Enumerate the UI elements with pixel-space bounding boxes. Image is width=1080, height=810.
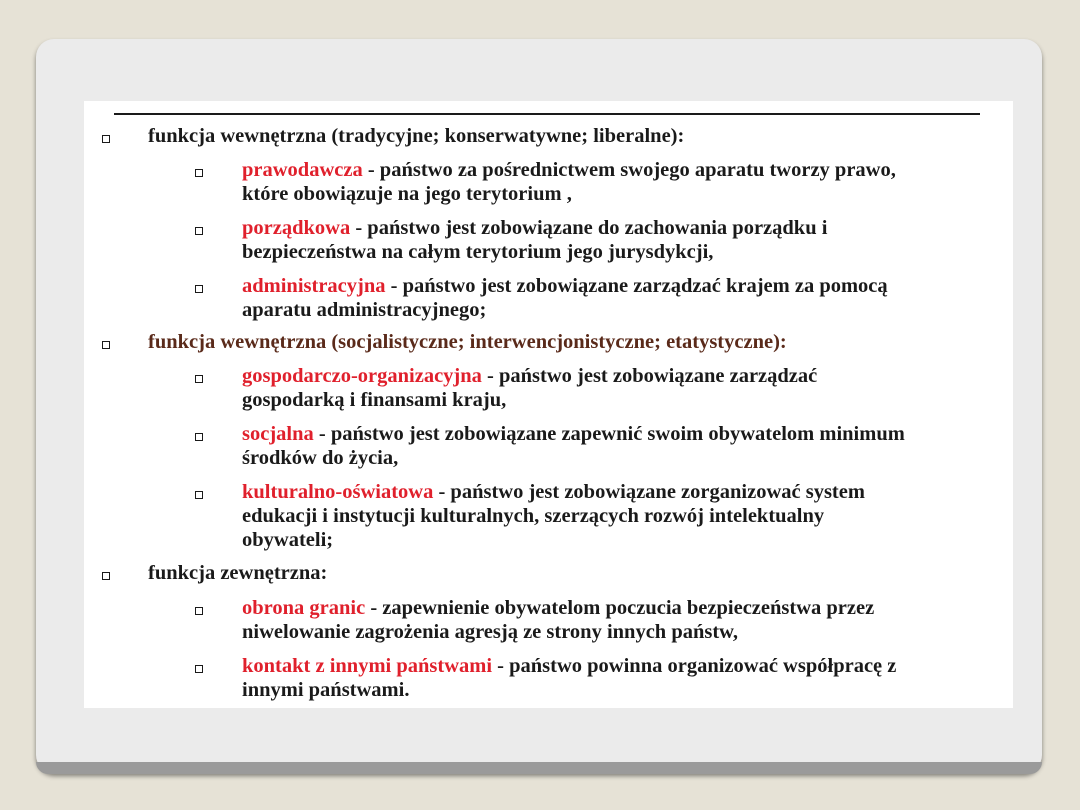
description-cont: innymi państwami. — [242, 679, 410, 701]
description-cont: aparatu administracyjnego; — [242, 299, 487, 321]
list-item — [242, 480, 865, 505]
term: kontakt z innymi państwami — [242, 655, 493, 677]
description: - państwo za pośrednictwem swojego aparatu tworzy prawo, — [362, 159, 896, 181]
description-cont: obywateli; — [242, 529, 334, 551]
bullet-square-icon — [195, 169, 203, 177]
list-item — [242, 274, 888, 299]
description-cont: bezpieczeństwa na całym terytorium jego jurysdykcji, — [242, 241, 714, 263]
description: - zapewnienie obywatelom poczucia bezpieczeństwa przez — [365, 597, 875, 619]
description-cont: środków do życia, — [242, 447, 399, 469]
bullet-square-icon — [195, 491, 203, 499]
bullet-square-icon — [195, 285, 203, 293]
bullet-square-icon — [195, 665, 203, 673]
top-rule — [114, 113, 980, 115]
bullet-square-icon — [102, 135, 110, 143]
term: kulturalno-oświatowa — [242, 481, 434, 503]
description: - państwo jest zobowiązane zorganizować system — [433, 481, 865, 503]
description-cont: gospodarką i finansami kraju, — [242, 389, 507, 411]
description: - państwo jest zobowiązane zapewnić swoim obywatelom minimum — [313, 423, 905, 445]
term: socjalna — [242, 423, 314, 445]
description-cont: niwelowanie zagrożenia agresją ze strony innych państw, — [242, 621, 738, 643]
slide-shadow-base — [36, 762, 1042, 774]
bullet-square-icon — [102, 341, 110, 349]
bullet-square-icon — [195, 375, 203, 383]
list-item — [242, 422, 905, 447]
section-heading: funkcja wewnętrzna (socjalistyczne; interwencjonistyczne; etatystyczne): — [148, 331, 787, 353]
term: gospodarczo-organizacyjna — [242, 365, 482, 387]
list-item — [242, 364, 817, 389]
term: porządkowa — [242, 217, 351, 239]
term: prawodawcza — [242, 159, 363, 181]
list-item — [242, 654, 896, 679]
description-cont: edukacji i instytucji kulturalnych, szerzących rozwój intelektualny — [242, 505, 825, 527]
bullet-square-icon — [102, 572, 110, 580]
bullet-square-icon — [195, 607, 203, 615]
bullet-square-icon — [195, 227, 203, 235]
list-item — [242, 158, 896, 183]
term: obrona granic — [242, 597, 366, 619]
description: - państwo powinna organizować współpracę z — [492, 655, 897, 677]
description-cont: które obowiązuje na jego terytorium , — [242, 183, 572, 205]
bullet-square-icon — [195, 433, 203, 441]
description: - państwo jest zobowiązane do zachowania porządku i — [350, 217, 828, 239]
list-item — [242, 216, 827, 241]
description: - państwo jest zobowiązane zarządzać krajem za pomocą — [385, 275, 888, 297]
description: - państwo jest zobowiązane zarządzać — [481, 365, 818, 387]
list-item — [242, 596, 874, 621]
section-heading: funkcja wewnętrzna (tradycyjne; konserwatywne; liberalne): — [148, 125, 685, 147]
term: administracyjna — [242, 275, 386, 297]
section-heading: funkcja zewnętrzna: — [148, 562, 328, 584]
scanned-document — [84, 101, 1013, 708]
